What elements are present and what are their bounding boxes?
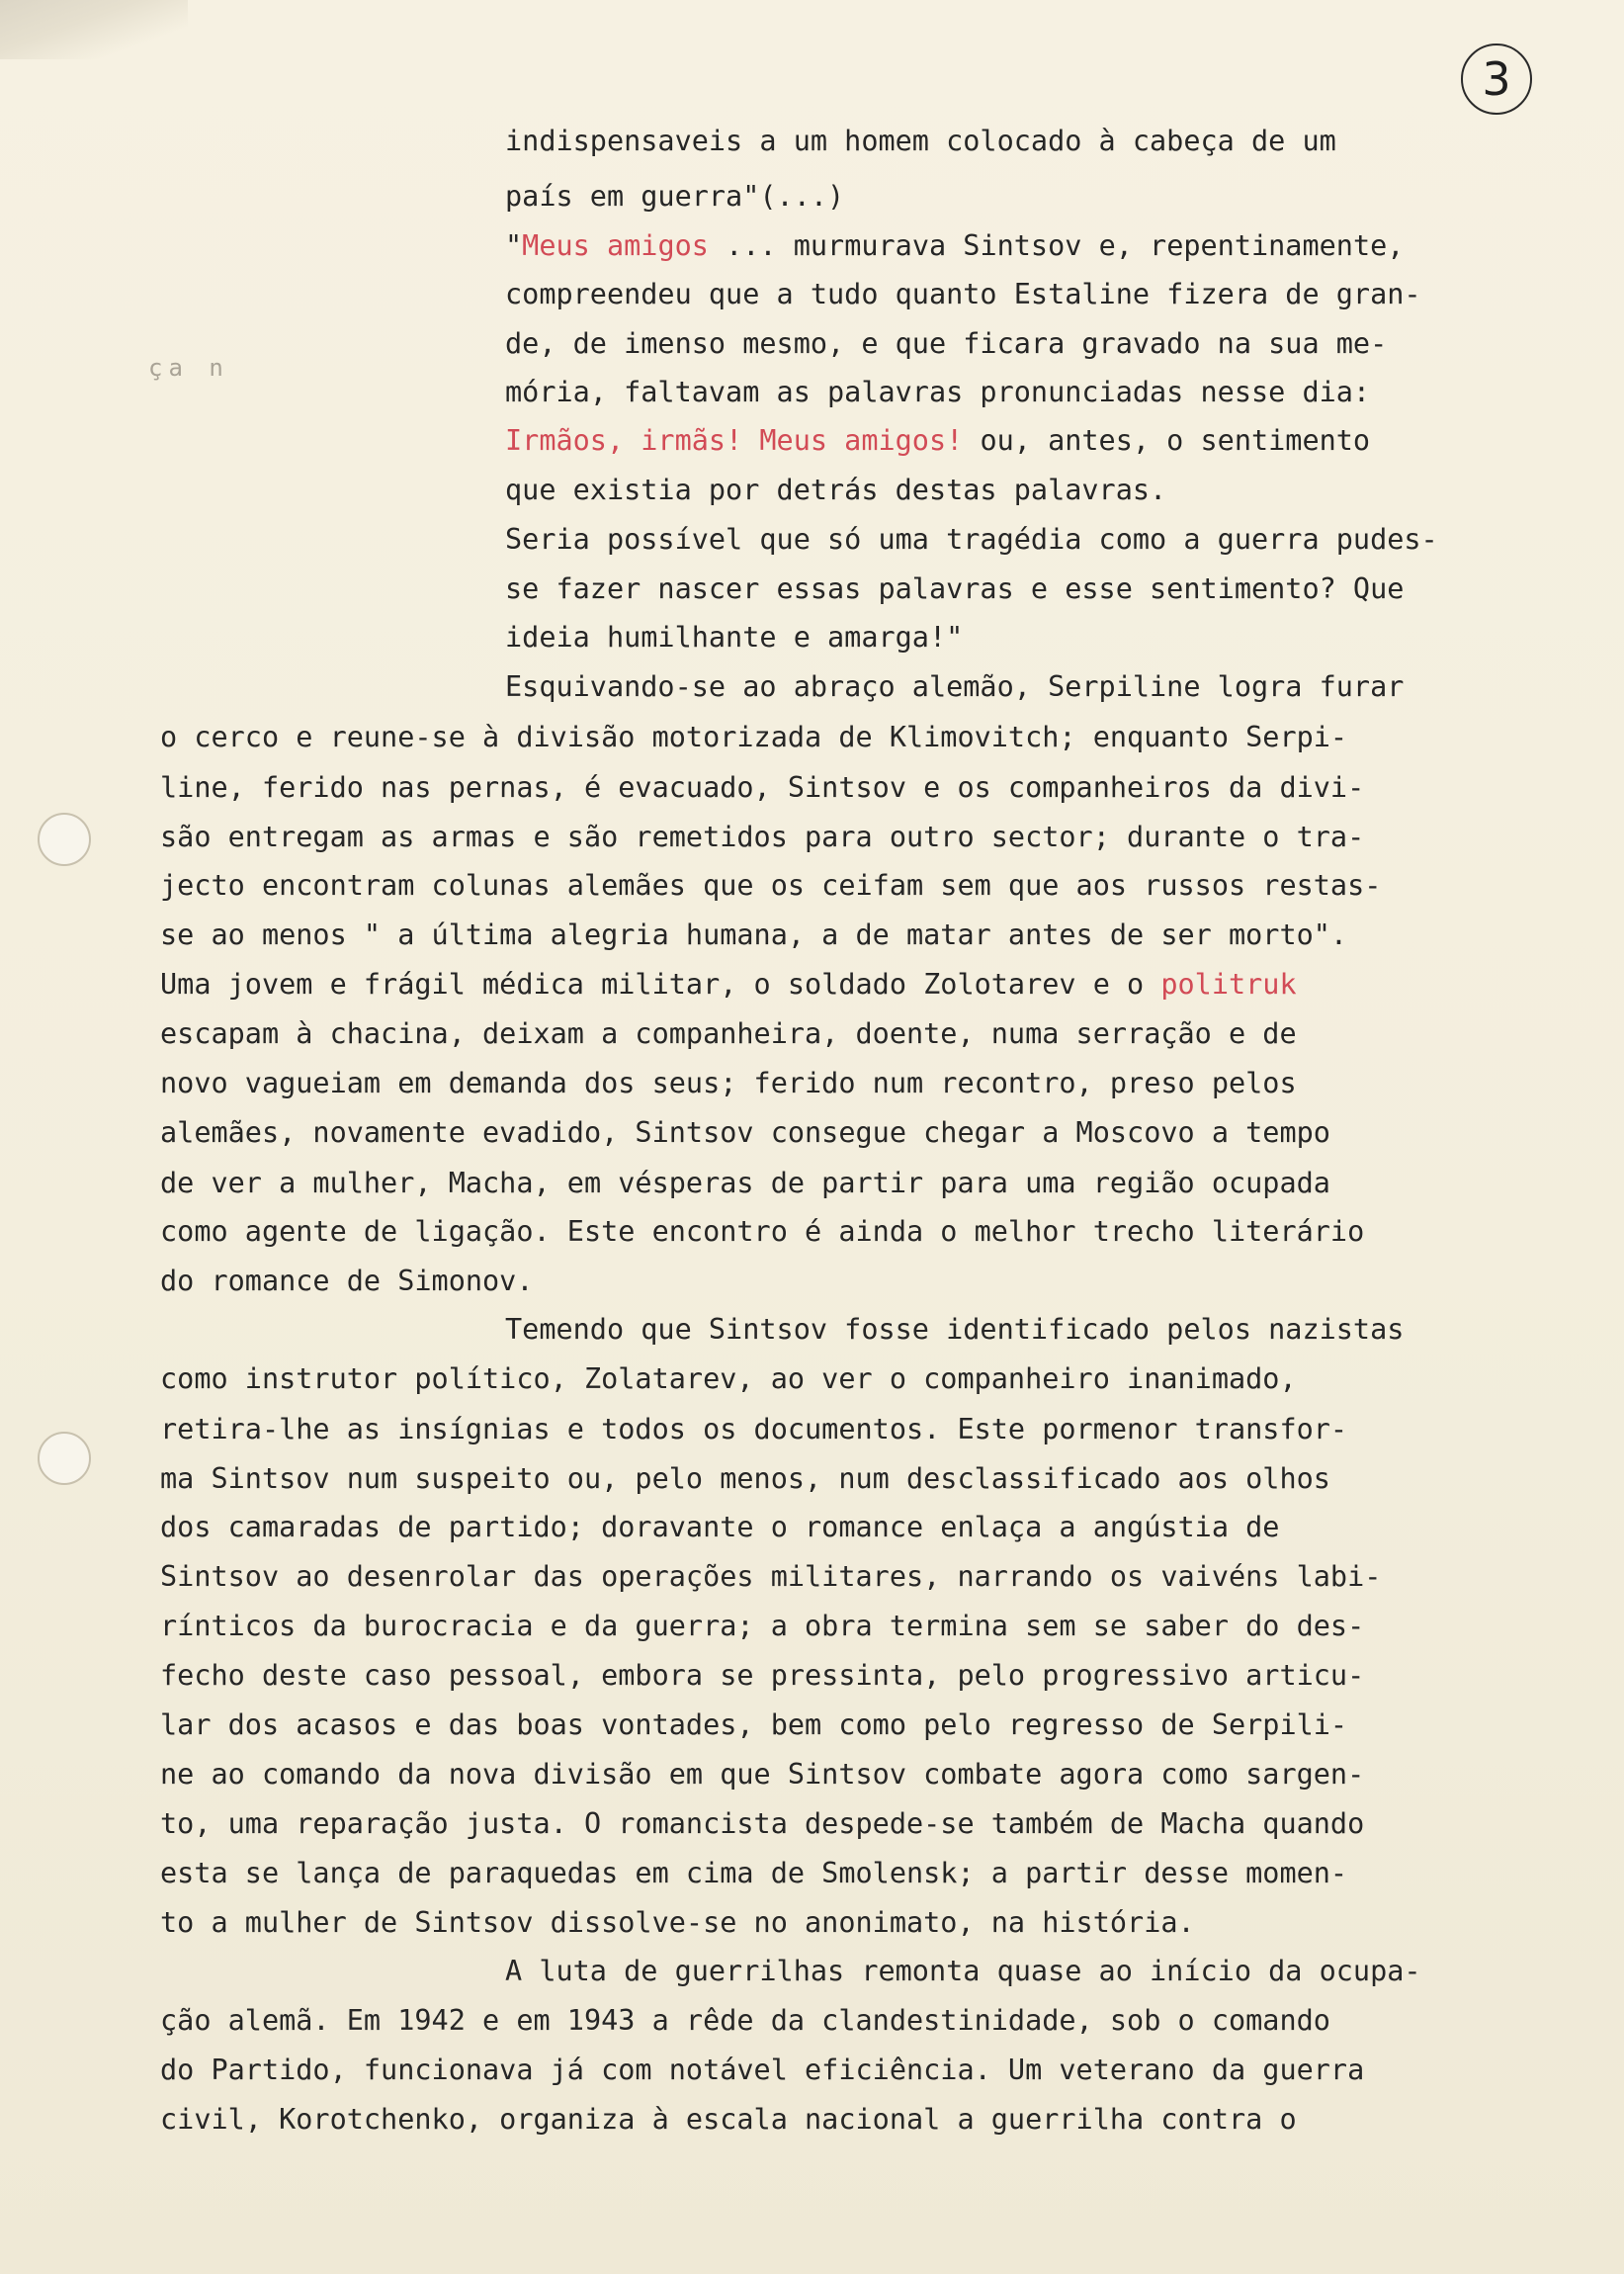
text-line	[160, 1857, 1348, 1889]
text-line	[505, 670, 1405, 703]
text-segment: ne ao comando da nova divisão em que Sintsov combate agora como sargen-	[160, 1758, 1365, 1791]
text-line	[160, 1560, 1382, 1593]
text-segment: fecho deste caso pessoal, embora se pressinta, pelo progressivo articu-	[160, 1659, 1365, 1692]
text-line	[505, 523, 1438, 556]
text-segment: escapam à chacina, deixam a companheira, doente, numa serração e de	[160, 1017, 1297, 1050]
text-segment: se fazer nascer essas palavras e esse sentimento? Que	[505, 572, 1405, 605]
text-segment: jecto encontram colunas alemães que os ceifam sem que aos russos restas-	[160, 869, 1382, 902]
text-segment: mória, faltavam as palavras pronunciadas nesse dia:	[505, 376, 1371, 408]
highlighted-text: politruk	[1160, 968, 1297, 1001]
text-line	[160, 869, 1382, 902]
highlighted-text: Irmãos, irmãs! Meus amigos!	[505, 424, 964, 457]
text-line	[505, 424, 1371, 457]
text-line	[160, 771, 1365, 804]
text-segment: Temendo que Sintsov fosse identificado pelos nazistas	[505, 1313, 1405, 1346]
text-line	[160, 1807, 1365, 1840]
text-segment: como instrutor político, Zolatarev, ao ver o companheiro inanimado,	[160, 1362, 1297, 1395]
text-line	[505, 474, 1167, 506]
text-line	[160, 1215, 1365, 1248]
text-segment: Sintsov ao desenrolar das operações militares, narrando os vaivéns labi-	[160, 1560, 1382, 1593]
text-line	[160, 1413, 1348, 1445]
punch-hole	[38, 813, 91, 866]
text-line	[505, 180, 845, 213]
text-segment: novo vagueiam em demanda dos seus; ferido num recontro, preso pelos	[160, 1067, 1297, 1099]
text-line	[505, 327, 1388, 360]
text-segment: se ao menos " a última alegria humana, a de matar antes de ser morto".	[160, 918, 1348, 951]
text-line	[160, 1906, 1195, 1939]
text-line	[160, 1067, 1297, 1099]
text-segment: A luta de guerrilhas remonta quase ao início da ocupa-	[505, 1955, 1421, 1987]
text-segment: compreendeu que a tudo quanto Estaline fizera de gran-	[505, 278, 1421, 310]
text-segment: de, de imenso mesmo, e que ficara gravado na sua me-	[505, 327, 1388, 360]
text-line	[505, 125, 1336, 157]
text-line	[160, 1017, 1297, 1050]
text-segment: civil, Korotchenko, organiza à escala nacional a guerrilha contra o	[160, 2103, 1297, 2136]
text-line	[160, 1462, 1330, 1495]
text-line	[160, 1758, 1365, 1791]
page-corner-shadow	[0, 0, 188, 59]
text-segment: Seria possível que só uma tragédia como a guerra pudes-	[505, 523, 1438, 556]
text-line	[505, 376, 1371, 408]
text-line	[160, 918, 1348, 951]
text-line	[160, 721, 1348, 753]
text-line	[160, 2103, 1297, 2136]
text-line	[160, 2004, 1330, 2037]
text-segment: país em guerra"(...)	[505, 180, 845, 213]
text-segment: ideia humilhante e amarga!"	[505, 621, 964, 654]
text-line	[160, 1167, 1330, 1199]
text-segment: ... murmurava Sintsov e, repentinamente,	[708, 229, 1405, 262]
text-segment: "	[505, 229, 523, 262]
text-segment: ma Sintsov num suspeito ou, pelo menos, num desclassificado aos olhos	[160, 1462, 1330, 1495]
text-segment: line, ferido nas pernas, é evacuado, Sintsov e os companheiros da divi-	[160, 771, 1365, 804]
text-segment: Esquivando-se ao abraço alemão, Serpiline logra furar	[505, 670, 1405, 703]
text-line	[160, 821, 1365, 853]
text-segment: Uma jovem e frágil médica militar, o soldado Zolotarev e o	[160, 968, 1161, 1001]
text-line	[505, 621, 964, 654]
text-segment: são entregam as armas e são remetidos para outro sector; durante o tra-	[160, 821, 1365, 853]
text-segment: indispensaveis a um homem colocado à cabeça de um	[505, 125, 1336, 157]
text-line	[505, 1313, 1405, 1346]
text-line	[505, 278, 1421, 310]
text-segment: esta se lança de paraquedas em cima de Smolensk; a partir desse momen-	[160, 1857, 1348, 1889]
text-segment: to, uma reparação justa. O romancista despede-se também de Macha quando	[160, 1807, 1365, 1840]
text-segment: o cerco e reune-se à divisão motorizada de Klimovitch; enquanto Serpi-	[160, 721, 1348, 753]
text-line	[505, 1955, 1421, 1987]
text-segment: rínticos da burocracia e da guerra; a obra termina sem se saber do des-	[160, 1610, 1365, 1642]
text-line	[160, 1362, 1297, 1395]
text-line	[505, 572, 1405, 605]
text-segment: do Partido, funcionava já com notável eficiência. Um veterano da guerra	[160, 2054, 1365, 2086]
text-segment: que existia por detrás destas palavras.	[505, 474, 1167, 506]
text-line	[160, 2056, 1364, 2085]
text-segment: dos camaradas de partido; doravante o romance enlaça a angústia de	[160, 1511, 1280, 1543]
text-line	[505, 229, 1405, 262]
text-segment: lar dos acasos e das boas vontades, bem como pelo regresso de Serpili-	[160, 1708, 1348, 1741]
text-segment: do romance de Simonov.	[160, 1265, 534, 1297]
text-segment: alemães, novamente evadido, Sintsov consegue chegar a Moscovo a tempo	[160, 1116, 1330, 1149]
text-line	[160, 1265, 534, 1297]
text-line	[160, 1610, 1365, 1642]
text-line	[160, 968, 1297, 1001]
text-segment: to a mulher de Sintsov dissolve-se no anonimato, na história.	[160, 1906, 1195, 1939]
page-number: 3	[1461, 44, 1532, 115]
text-line	[160, 1659, 1365, 1692]
text-segment: ou, antes, o sentimento	[963, 424, 1371, 457]
margin-mark: ça n	[148, 354, 229, 382]
text-segment: como agente de ligação. Este encontro é ainda o melhor trecho literário	[160, 1215, 1365, 1248]
punch-hole	[38, 1432, 91, 1485]
text-segment: de ver a mulher, Macha, em vésperas de partir para uma região ocupada	[160, 1167, 1330, 1199]
text-segment: ção alemã. Em 1942 e em 1943 a rêde da clandestinidade, sob o comando	[160, 2004, 1330, 2037]
text-segment: retira-lhe as insígnias e todos os documentos. Este pormenor transfor-	[160, 1413, 1348, 1445]
highlighted-text: Meus amigos	[522, 229, 709, 262]
text-line	[160, 1116, 1330, 1149]
text-line	[160, 1511, 1280, 1543]
text-line	[160, 1708, 1348, 1741]
